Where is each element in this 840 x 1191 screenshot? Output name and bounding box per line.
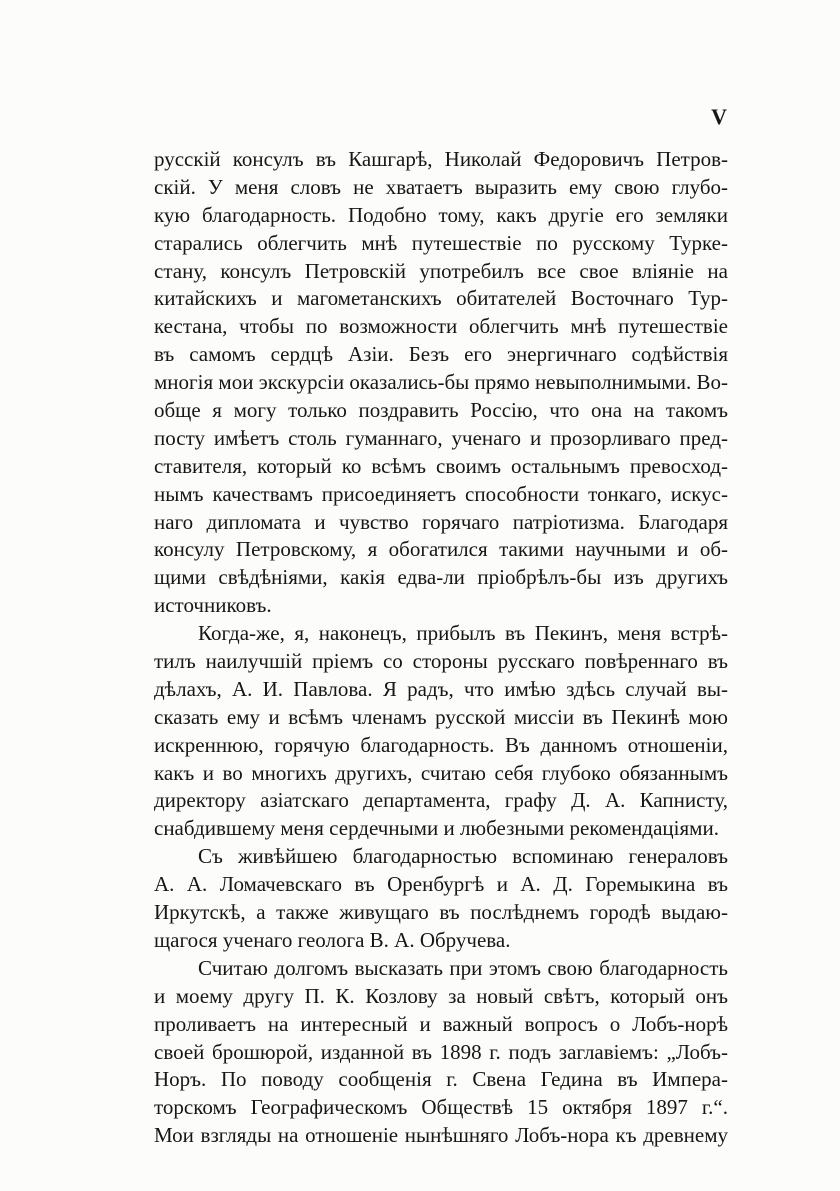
text-line: щагося ученаго геолога В. А. Обручева. (154, 927, 511, 952)
text-line: Считаю долгомъ высказать при этомъ свою благодарность (198, 955, 728, 980)
text-line: русскій консулъ въ Кашгарѣ, Николай Федоровичъ Петров- (154, 147, 728, 171)
text-line: посту имѣетъ столь гуманнаго, ученаго и прозорливаго пред- (154, 425, 728, 450)
text-line: стану, консулъ Петровскій употребилъ все свое вліяніе на (154, 258, 728, 283)
text-line: источниковъ. (154, 593, 272, 618)
text-line: наго дипломата и чувство горячаго патріотизма. Благодаря (154, 509, 728, 534)
text-line: кестана, чтобы по возможности облегчить мнѣ путешествіе (154, 314, 728, 339)
text-line: кую благодарность. Подобно тому, какъ другіе его земляки (154, 202, 728, 227)
text-line: Мои взгляды на отношеніе нынѣшняго Лобъ-нора къ древнему (154, 1123, 728, 1148)
text-line: дѣлахъ, А. И. Павлова. Я радъ, что имѣю здѣсь случай вы- (154, 676, 728, 701)
text-line: ставителя, который ко всѣмъ своимъ остальнымъ превосход- (154, 453, 728, 478)
text-line: обще я могу только поздравить Россію, что она на такомъ (154, 398, 728, 423)
text-line: щими свѣдѣніями, какія едва-ли пріобрѣлъ-бы изъ другихъ (154, 565, 728, 590)
text-line: многія мои экскурсіи оказались-бы прямо невыполнимыми. Во- (154, 370, 728, 395)
text-line: сказать ему и всѣмъ членамъ русской миссіи въ Пекинѣ мою (154, 704, 728, 729)
text-line: и моему другу П. К. Козлову за новый свѣтъ, который онъ (154, 983, 728, 1008)
text-line: проливаетъ на интересный и важный вопросъ о Лобъ-норѣ (154, 1011, 728, 1036)
text-line: Иркутскѣ, а также живущаго въ послѣднемъ городѣ выдаю- (154, 900, 728, 925)
text-line: Съ живѣйшею благодарностью вспоминаю генераловъ (198, 844, 728, 869)
text-line: директору азіатскаго департамента, графу Д. А. Капнисту, (154, 788, 728, 813)
page-number: V (711, 104, 728, 129)
text-line: нымъ качествамъ присоединяетъ способности тонкаго, искус- (154, 481, 728, 506)
text-line: консулу Петровскому, я обогатился такими научными и об- (154, 537, 728, 562)
text-line: искреннюю, горячую благодарность. Въ данномъ отношеніи, (154, 732, 728, 757)
text-line: тилъ наилучшій пріемъ со стороны русскаго повѣреннаго въ (154, 649, 728, 674)
text-line: А. А. Ломачевскаго въ Оренбургѣ и А. Д. Горемыкина въ (154, 872, 728, 897)
text-line: Когда-же, я, наконецъ, прибылъ въ Пекинъ, меня встрѣ- (198, 621, 728, 646)
body-text (154, 146, 728, 1150)
text-line: своей брошюрой, изданной въ 1898 г. подъ заглавіемъ: „Лобъ- (154, 1039, 728, 1064)
text-line: китайскихъ и магометанскихъ обитателей Восточнаго Тур- (154, 286, 728, 311)
text-line: какъ и во многихъ другихъ, считаю себя глубоко обязаннымъ (154, 760, 728, 785)
text-line: снабдившему меня сердечными и любезными рекомендаціями. (154, 816, 719, 841)
text-line: Норъ. По поводу сообщенія г. Свена Гедина въ Импера- (154, 1067, 728, 1092)
text-line: старались облегчить мнѣ путешествіе по русскому Турке- (154, 230, 728, 255)
text-line: торскомъ Географическомъ Обществѣ 15 октября 1897 г.“. (154, 1095, 728, 1120)
text-line: въ самомъ сердцѣ Азіи. Безъ его энергичнаго содѣйствія (154, 342, 728, 367)
text-line: скій. У меня словъ не хватаетъ выразить ему свою глубо- (154, 174, 728, 199)
